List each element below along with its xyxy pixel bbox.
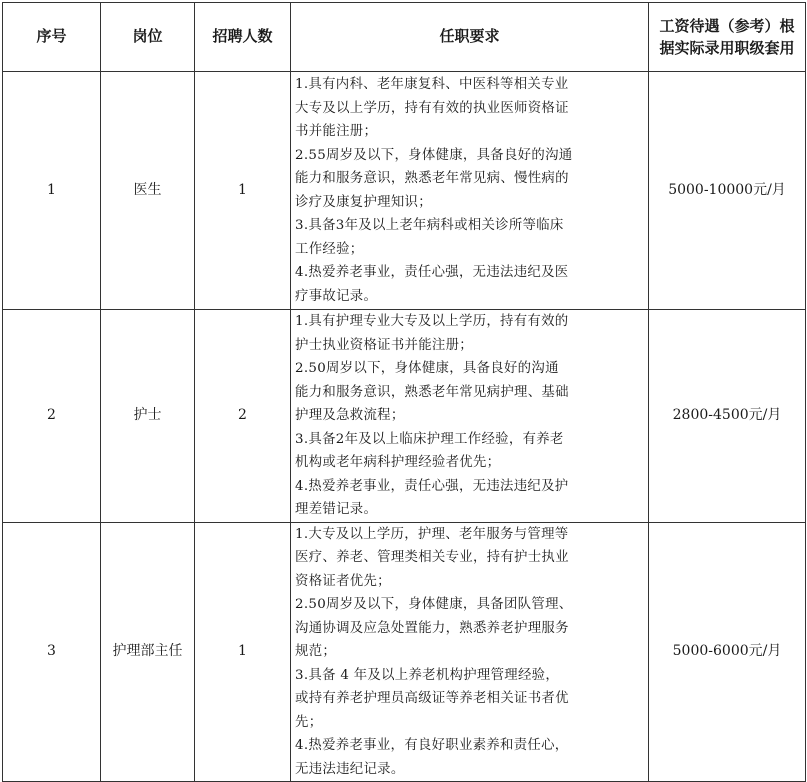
cell-position: 护理部主任 [101, 522, 195, 782]
requirement-line: 工作经验； [295, 241, 364, 257]
header-count: 招聘人数 [195, 3, 291, 72]
requirement-line: 书并能注册； [295, 124, 378, 139]
header-requirements: 任职要求 [291, 3, 649, 72]
requirement-line: 疗事故记录。 [295, 288, 378, 304]
cell-requirements [291, 522, 649, 782]
header-position: 岗位 [101, 3, 195, 72]
cell-salary: 2800-4500元/月 [649, 310, 806, 523]
requirement-line: 资格证者优先； [295, 573, 391, 589]
cell-seq: 2 [3, 310, 101, 523]
cell-salary: 5000-6000元/月 [649, 522, 806, 782]
requirement-line: 先； [295, 714, 323, 730]
requirement-line: 或持有养老护理员高级证等养老相关证书者优 [295, 691, 569, 706]
cell-seq: 1 [3, 72, 101, 310]
requirement-line: 1.具有护理专业大专及以上学历，持有有效的 [295, 314, 569, 329]
requirement-line: 护理及急救流程； [295, 408, 405, 423]
cell-count: 1 [195, 522, 291, 782]
header-seq: 序号 [3, 3, 101, 72]
cell-position: 医生 [101, 72, 195, 310]
requirement-line: 诊疗及康复护理知识； [295, 194, 432, 210]
requirement-line: 1.大专及以上学历，护理、老年服务与管理等 [295, 526, 569, 542]
requirement-line: 机构或老年病科护理经验者优先； [295, 455, 501, 470]
cell-position: 护士 [101, 310, 195, 523]
cell-count: 2 [195, 310, 291, 523]
requirement-line: 医疗、养老、管理类相关专业，持有护士执业 [295, 550, 569, 565]
requirement-line: 1.具有内科、老年康复科、中医科等相关专业 [295, 77, 569, 92]
requirement-line: 4.热爱养老事业，有良好职业素养和责任心， [295, 738, 569, 753]
requirement-line: 沟通协调及应急处置能力，熟悉养老护理服务 [295, 620, 569, 636]
requirement-line: 4.热爱养老事业，责任心强，无违法违纪及护 [295, 478, 569, 494]
cell-count: 1 [195, 72, 291, 310]
table-row [3, 522, 806, 782]
requirement-line: 能力和服务意识，熟悉老年常见病、慢性病的 [295, 171, 569, 186]
requirement-line: 2.55周岁及以下，身体健康，具备良好的沟通 [295, 147, 573, 163]
cell-salary: 5000-10000元/月 [649, 72, 806, 310]
requirement-line: 4.热爱养老事业，责任心强，无违法违纪及医 [295, 265, 569, 280]
header-row [3, 3, 806, 72]
requirement-line: 护士执业资格证书并能注册； [295, 337, 473, 353]
requirement-line: 3.具备 4 年及以上养老机构护理管理经验， [295, 667, 560, 683]
requirement-line: 3.具备3年及以上老年病科或相关诊所等临床 [295, 218, 564, 233]
requirement-line: 规范； [295, 644, 337, 659]
cell-requirements [291, 310, 649, 523]
cell-requirements [291, 72, 649, 310]
requirement-line: 无违法违纪记录。 [295, 761, 405, 777]
cell-seq: 3 [3, 522, 101, 782]
requirement-line: 2.50周岁及以下，身体健康，具备团队管理、 [295, 597, 573, 612]
requirement-line: 2.50周岁以下，身体健康，具备良好的沟通 [295, 361, 559, 376]
requirement-line: 大专及以上学历，持有有效的执业医师资格证 [295, 100, 569, 116]
requirement-line: 能力和服务意识，熟悉老年常见病护理、基础 [295, 384, 569, 400]
table-row [3, 310, 806, 523]
requirement-line: 3.具备2年及以上临床护理工作经验，有养老 [295, 431, 564, 447]
requirement-line: 理差错记录。 [295, 502, 378, 517]
header-salary: 工资待遇（参考）根据实际录用职级套用 [649, 3, 806, 72]
table-row [3, 72, 806, 310]
recruitment-table [2, 2, 806, 782]
